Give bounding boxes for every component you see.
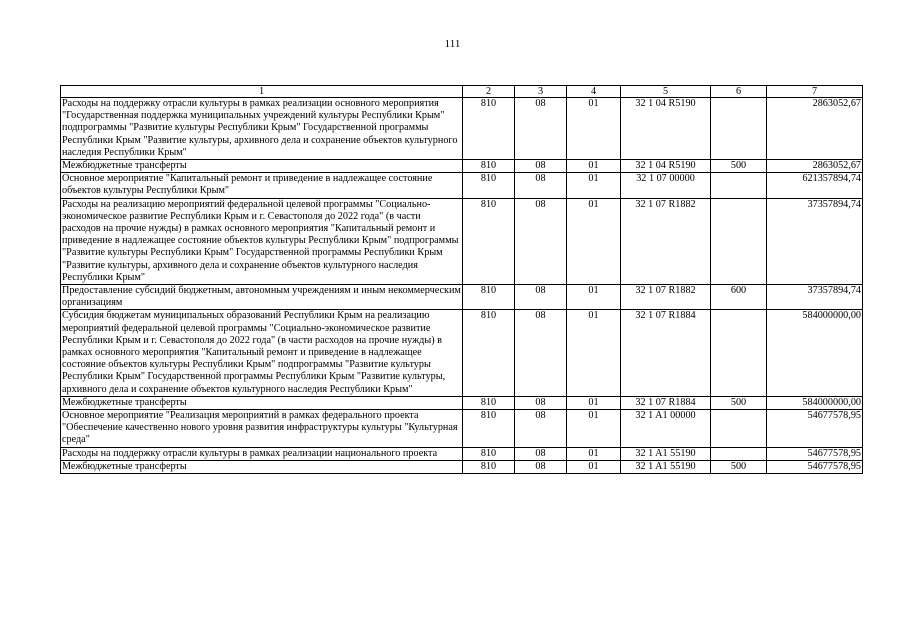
- subsection-code: 01: [567, 396, 621, 409]
- expense-type-code: [711, 98, 767, 160]
- subsection-code: 01: [567, 447, 621, 460]
- subsection-code: 01: [567, 410, 621, 448]
- expense-type-code: [711, 173, 767, 198]
- row-description: Расходы на поддержку отрасли культуры в рамках реализации основного мероприятия "Государственная поддержка муниципальных учреждений культуры Республики Крым" подпрограммы "Развитие культуры Республики Крым" Государственной программы Республики Крым "Развитие культуры, архивного дела и сохранение объектов культурного наследия Республики Крым": [61, 98, 463, 160]
- section-code: 08: [515, 310, 567, 396]
- row-amount: 2863052,67: [767, 160, 863, 173]
- table-row: [61, 160, 863, 173]
- target-article-code: 32 1 07 00000: [621, 173, 711, 198]
- page-number: 111: [444, 38, 461, 50]
- row-description: Основное мероприятие "Капитальный ремонт и приведение в надлежащее состояние объектов культуры Республики Крым": [61, 173, 463, 198]
- target-article-code: 32 1 A1 55190: [621, 447, 711, 460]
- column-header: 1: [61, 86, 463, 98]
- section-code: 08: [515, 160, 567, 173]
- ministry-code: 810: [463, 396, 515, 409]
- column-header: 4: [567, 86, 621, 98]
- row-amount: 54677578,95: [767, 447, 863, 460]
- target-article-code: 32 1 A1 00000: [621, 410, 711, 448]
- ministry-code: 810: [463, 285, 515, 310]
- table-row: [61, 285, 863, 310]
- expense-type-code: [711, 198, 767, 284]
- section-code: 08: [515, 447, 567, 460]
- row-amount: 37357894,74: [767, 198, 863, 284]
- ministry-code: 810: [463, 310, 515, 396]
- column-header: 2: [463, 86, 515, 98]
- ministry-code: 810: [463, 198, 515, 284]
- section-code: 08: [515, 285, 567, 310]
- row-description: Расходы на реализацию мероприятий федеральной целевой программы "Социально-экономическое развитие Республики Крым и г. Севастополя до 2022 года" (в части расходов на прочие нужды) в рамках основного мероприятия "Капитальный ремонт и приведение в надлежащее состояние объектов культуры Республики Крым" подпрограммы "Развитие культуры Республики Крым" Государственной программы Республики Крым "Развитие культуры, архивного дела и сохранение объектов культурного наследия Республики Крым": [61, 198, 463, 284]
- subsection-code: 01: [567, 285, 621, 310]
- expense-type-code: 500: [711, 460, 767, 473]
- row-description: Субсидия бюджетам муниципальных образований Республики Крым на реализацию мероприятий федеральной целевой программы "Социально-экономическое развитие Республики Крым и г. Севастополя до 2022 года" (в части расходов на прочие нужды) в рамках основного мероприятия "Капитальный ремонт и приведение в надлежащее состояние объектов культуры Республики Крым" подпрограммы "Развитие культуры Республики Крым" Государственной программы Республики Крым "Развитие культуры, архивного дела и сохранение объектов культурного наследия Республики Крым": [61, 310, 463, 396]
- target-article-code: 32 1 07 R1882: [621, 285, 711, 310]
- row-amount: 621357894,74: [767, 173, 863, 198]
- row-description: Предоставление субсидий бюджетным, автономным учреждениям и иным некоммерческим организациям: [62, 285, 461, 309]
- expense-type-code: 600: [711, 285, 767, 310]
- ministry-code: 810: [463, 160, 515, 173]
- subsection-code: 01: [567, 460, 621, 473]
- target-article-code: 32 1 04 R5190: [621, 98, 711, 160]
- ministry-code: 810: [463, 173, 515, 198]
- target-article-code: 32 1 07 R1884: [621, 310, 711, 396]
- section-code: 08: [515, 198, 567, 284]
- row-amount: 584000000,00: [767, 310, 863, 396]
- ministry-code: 810: [463, 410, 515, 448]
- row-description: Межбюджетные трансферты: [61, 460, 463, 473]
- target-article-code: 32 1 A1 55190: [621, 460, 711, 473]
- table-row: [61, 410, 863, 448]
- table-row: [61, 447, 863, 460]
- column-header: 6: [711, 86, 767, 98]
- row-amount: 54677578,95: [767, 460, 863, 473]
- row-amount: 584000000,00: [767, 396, 863, 409]
- subsection-code: 01: [567, 160, 621, 173]
- expense-type-code: 500: [711, 396, 767, 409]
- column-header: 5: [621, 86, 711, 98]
- row-description: Расходы на поддержку отрасли культуры в рамках реализации национального проекта: [61, 447, 463, 460]
- table-row: [61, 310, 863, 396]
- column-header: 7: [767, 86, 863, 98]
- section-code: 08: [515, 98, 567, 160]
- row-description: Межбюджетные трансферты: [61, 160, 463, 173]
- ministry-code: 810: [463, 98, 515, 160]
- section-code: 08: [515, 410, 567, 448]
- expense-type-code: 500: [711, 160, 767, 173]
- expense-type-code: [711, 447, 767, 460]
- row-description: Межбюджетные трансферты: [61, 396, 463, 409]
- subsection-code: 01: [567, 310, 621, 396]
- row-amount: 54677578,95: [767, 410, 863, 448]
- table-row: [61, 460, 863, 473]
- column-header: 3: [515, 86, 567, 98]
- subsection-code: 01: [567, 98, 621, 160]
- ministry-code: 810: [463, 460, 515, 473]
- header-row: [61, 86, 863, 98]
- subsection-code: 01: [567, 173, 621, 198]
- table-row: [61, 396, 863, 409]
- target-article-code: 32 1 07 R1882: [621, 198, 711, 284]
- section-code: 08: [515, 460, 567, 473]
- table-row: [61, 98, 863, 160]
- table-row: [61, 198, 863, 284]
- target-article-code: 32 1 04 R5190: [621, 160, 711, 173]
- expense-type-code: [711, 410, 767, 448]
- budget-table: [60, 85, 863, 474]
- row-amount: 37357894,74: [767, 285, 863, 310]
- ministry-code: 810: [463, 447, 515, 460]
- row-description: Основное мероприятие "Реализация мероприятий в рамках федерального проекта "Обеспечение качественно нового уровня развития инфраструктуры культуры "Культурная среда": [61, 410, 463, 448]
- row-amount: 2863052,67: [767, 98, 863, 160]
- expense-type-code: [711, 310, 767, 396]
- table-row: [61, 173, 863, 198]
- section-code: 08: [515, 173, 567, 198]
- section-code: 08: [515, 396, 567, 409]
- target-article-code: 32 1 07 R1884: [621, 396, 711, 409]
- subsection-code: 01: [567, 198, 621, 284]
